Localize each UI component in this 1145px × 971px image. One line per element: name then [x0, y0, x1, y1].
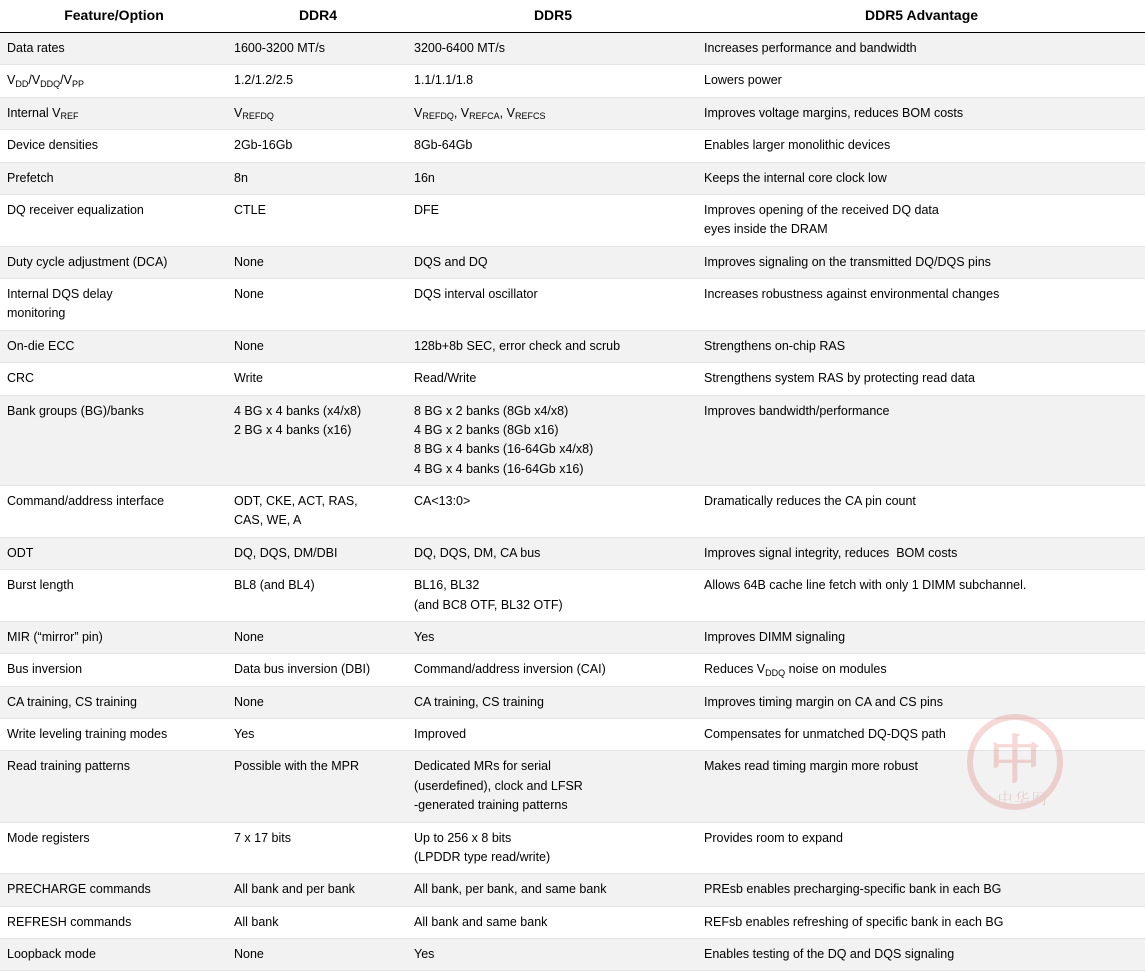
- cell-feature: Write leveling training modes: [0, 719, 228, 751]
- cell-ddr5: 8Gb-64Gb: [408, 130, 698, 162]
- cell-advantage: Provides room to expand: [698, 822, 1145, 874]
- table-row: [0, 822, 1145, 874]
- table-row: [0, 97, 1145, 129]
- cell-advantage: Improves opening of the received DQ data eyes inside the DRAM: [698, 194, 1145, 246]
- cell-feature: DQ receiver equalization: [0, 194, 228, 246]
- cell-advantage: Increases robustness against environmental changes: [698, 279, 1145, 331]
- cell-advantage: Improves signal integrity, reduces BOM costs: [698, 537, 1145, 569]
- cell-feature: Data rates: [0, 33, 228, 65]
- cell-advantage: Improves bandwidth/performance: [698, 395, 1145, 486]
- cell-ddr5: Read/Write: [408, 363, 698, 395]
- cell-feature: Bank groups (BG)/banks: [0, 395, 228, 486]
- cell-advantage: Allows 64B cache line fetch with only 1 DIMM subchannel.: [698, 570, 1145, 622]
- cell-ddr4: DQ, DQS, DM/DBI: [228, 537, 408, 569]
- cell-feature: Burst length: [0, 570, 228, 622]
- table-row: [0, 686, 1145, 718]
- cell-ddr4: Possible with the MPR: [228, 751, 408, 822]
- table-row: [0, 130, 1145, 162]
- cell-ddr4: None: [228, 246, 408, 278]
- cell-ddr5: Up to 256 x 8 bits (LPDDR type read/write): [408, 822, 698, 874]
- cell-feature: Device densities: [0, 130, 228, 162]
- cell-ddr4: None: [228, 686, 408, 718]
- table-row: [0, 33, 1145, 65]
- cell-feature: Loopback mode: [0, 939, 228, 971]
- cell-advantage: Strengthens on-chip RAS: [698, 330, 1145, 362]
- cell-ddr5: Command/address inversion (CAI): [408, 654, 698, 686]
- table-row: [0, 65, 1145, 97]
- cell-ddr5: All bank and same bank: [408, 906, 698, 938]
- table-row: [0, 395, 1145, 486]
- cell-feature: CA training, CS training: [0, 686, 228, 718]
- table-row: [0, 162, 1145, 194]
- cell-ddr5: CA<13:0>: [408, 486, 698, 538]
- table-row: [0, 279, 1145, 331]
- cell-feature: Bus inversion: [0, 654, 228, 686]
- cell-ddr4: Yes: [228, 719, 408, 751]
- cell-ddr5: 16n: [408, 162, 698, 194]
- cell-ddr4: None: [228, 279, 408, 331]
- cell-feature: CRC: [0, 363, 228, 395]
- cell-advantage: Enables larger monolithic devices: [698, 130, 1145, 162]
- cell-ddr4: 1600-3200 MT/s: [228, 33, 408, 65]
- table-row: [0, 194, 1145, 246]
- cell-ddr4: All bank: [228, 906, 408, 938]
- cell-feature: Duty cycle adjustment (DCA): [0, 246, 228, 278]
- cell-ddr5: DQS interval oscillator: [408, 279, 698, 331]
- cell-ddr5: Yes: [408, 621, 698, 653]
- cell-ddr5: Improved: [408, 719, 698, 751]
- cell-advantage: Improves timing margin on CA and CS pins: [698, 686, 1145, 718]
- cell-feature: Read training patterns: [0, 751, 228, 822]
- table-row: [0, 939, 1145, 971]
- cell-ddr4: 8n: [228, 162, 408, 194]
- cell-advantage: Strengthens system RAS by protecting read data: [698, 363, 1145, 395]
- table-row: [0, 537, 1145, 569]
- cell-feature: Mode registers: [0, 822, 228, 874]
- cell-advantage: Compensates for unmatched DQ-DQS path: [698, 719, 1145, 751]
- cell-ddr5: DQ, DQS, DM, CA bus: [408, 537, 698, 569]
- table-row: [0, 874, 1145, 906]
- table-header-row: [0, 0, 1145, 33]
- cell-advantage: Enables testing of the DQ and DQS signaling: [698, 939, 1145, 971]
- cell-ddr4: 7 x 17 bits: [228, 822, 408, 874]
- table-row: [0, 570, 1145, 622]
- watermark-text: 中华网: [997, 790, 1049, 808]
- cell-ddr5: BL16, BL32 (and BC8 OTF, BL32 OTF): [408, 570, 698, 622]
- cell-ddr4: $V_{REFDQ}$: [228, 97, 408, 129]
- cell-ddr4: None: [228, 939, 408, 971]
- table-header: [0, 0, 1145, 33]
- table-body: [0, 33, 1145, 971]
- cell-ddr5: Dedicated MRs for serial (userdefined), clock and LFSR -generated training patterns: [408, 751, 698, 822]
- cell-ddr4: ODT, CKE, ACT, RAS, CAS, WE, A: [228, 486, 408, 538]
- cell-ddr4: None: [228, 330, 408, 362]
- table-row: [0, 654, 1145, 686]
- cell-ddr5: DQS and DQ: [408, 246, 698, 278]
- cell-ddr5: All bank, per bank, and same bank: [408, 874, 698, 906]
- table-row: [0, 486, 1145, 538]
- cell-advantage: Dramatically reduces the CA pin count: [698, 486, 1145, 538]
- watermark-glyph: 中: [988, 733, 1041, 790]
- cell-ddr5: DFE: [408, 194, 698, 246]
- column-header-feature: Feature/Option: [0, 0, 228, 33]
- cell-feature: REFRESH commands: [0, 906, 228, 938]
- cell-feature: Internal $V_{REF}$: [0, 97, 228, 129]
- cell-ddr4: CTLE: [228, 194, 408, 246]
- table-row: [0, 906, 1145, 938]
- cell-ddr4: 2Gb-16Gb: [228, 130, 408, 162]
- cell-ddr4: BL8 (and BL4): [228, 570, 408, 622]
- column-header-ddr4: DDR4: [228, 0, 408, 33]
- cell-advantage: Lowers power: [698, 65, 1145, 97]
- cell-feature: Internal DQS delay monitoring: [0, 279, 228, 331]
- cell-ddr4: 4 BG x 4 banks (x4/x8) 2 BG x 4 banks (x16): [228, 395, 408, 486]
- cell-advantage: Keeps the internal core clock low: [698, 162, 1145, 194]
- cell-ddr5: $V_{REFDQ}$, $V_{REFCA}$, $V_{REFCS}$: [408, 97, 698, 129]
- cell-feature: Command/address interface: [0, 486, 228, 538]
- table-row: [0, 751, 1145, 822]
- cell-feature: $V_{DD}/V_{DDQ}/V_{PP}$: [0, 65, 228, 97]
- cell-ddr4: Write: [228, 363, 408, 395]
- cell-advantage: PREsb enables precharging-specific bank in each BG: [698, 874, 1145, 906]
- table-row: [0, 621, 1145, 653]
- cell-ddr5: 1.1/1.1/1.8: [408, 65, 698, 97]
- table-row: [0, 330, 1145, 362]
- cell-advantage: REFsb enables refreshing of specific bank in each BG: [698, 906, 1145, 938]
- column-header-advantage: DDR5 Advantage: [698, 0, 1145, 33]
- cell-ddr4: All bank and per bank: [228, 874, 408, 906]
- cell-feature: MIR (“mirror” pin): [0, 621, 228, 653]
- cell-feature: ODT: [0, 537, 228, 569]
- cell-ddr5: 128b+8b SEC, error check and scrub: [408, 330, 698, 362]
- cell-advantage: Increases performance and bandwidth: [698, 33, 1145, 65]
- cell-feature: On-die ECC: [0, 330, 228, 362]
- cell-advantage: Makes read timing margin more robust: [698, 751, 1145, 822]
- table-row: [0, 246, 1145, 278]
- cell-advantage: Improves signaling on the transmitted DQ/DQS pins: [698, 246, 1145, 278]
- table-row: [0, 363, 1145, 395]
- cell-advantage: Improves voltage margins, reduces BOM costs: [698, 97, 1145, 129]
- table-row: [0, 719, 1145, 751]
- column-header-ddr5: DDR5: [408, 0, 698, 33]
- cell-ddr4: 1.2/1.2/2.5: [228, 65, 408, 97]
- cell-ddr5: 8 BG x 2 banks (8Gb x4/x8) 4 BG x 2 banks (8Gb x16) 8 BG x 4 banks (16-64Gb x4/x8) 4 BG x 4 banks (16-64Gb x16): [408, 395, 698, 486]
- cell-advantage: Reduces $V_{DDQ}$ noise on modules: [698, 654, 1145, 686]
- cell-advantage: Improves DIMM signaling: [698, 621, 1145, 653]
- cell-ddr4: Data bus inversion (DBI): [228, 654, 408, 686]
- cell-ddr5: 3200-6400 MT/s: [408, 33, 698, 65]
- cell-feature: PRECHARGE commands: [0, 874, 228, 906]
- cell-ddr4: None: [228, 621, 408, 653]
- cell-ddr5: Yes: [408, 939, 698, 971]
- cell-ddr5: CA training, CS training: [408, 686, 698, 718]
- cell-feature: Prefetch: [0, 162, 228, 194]
